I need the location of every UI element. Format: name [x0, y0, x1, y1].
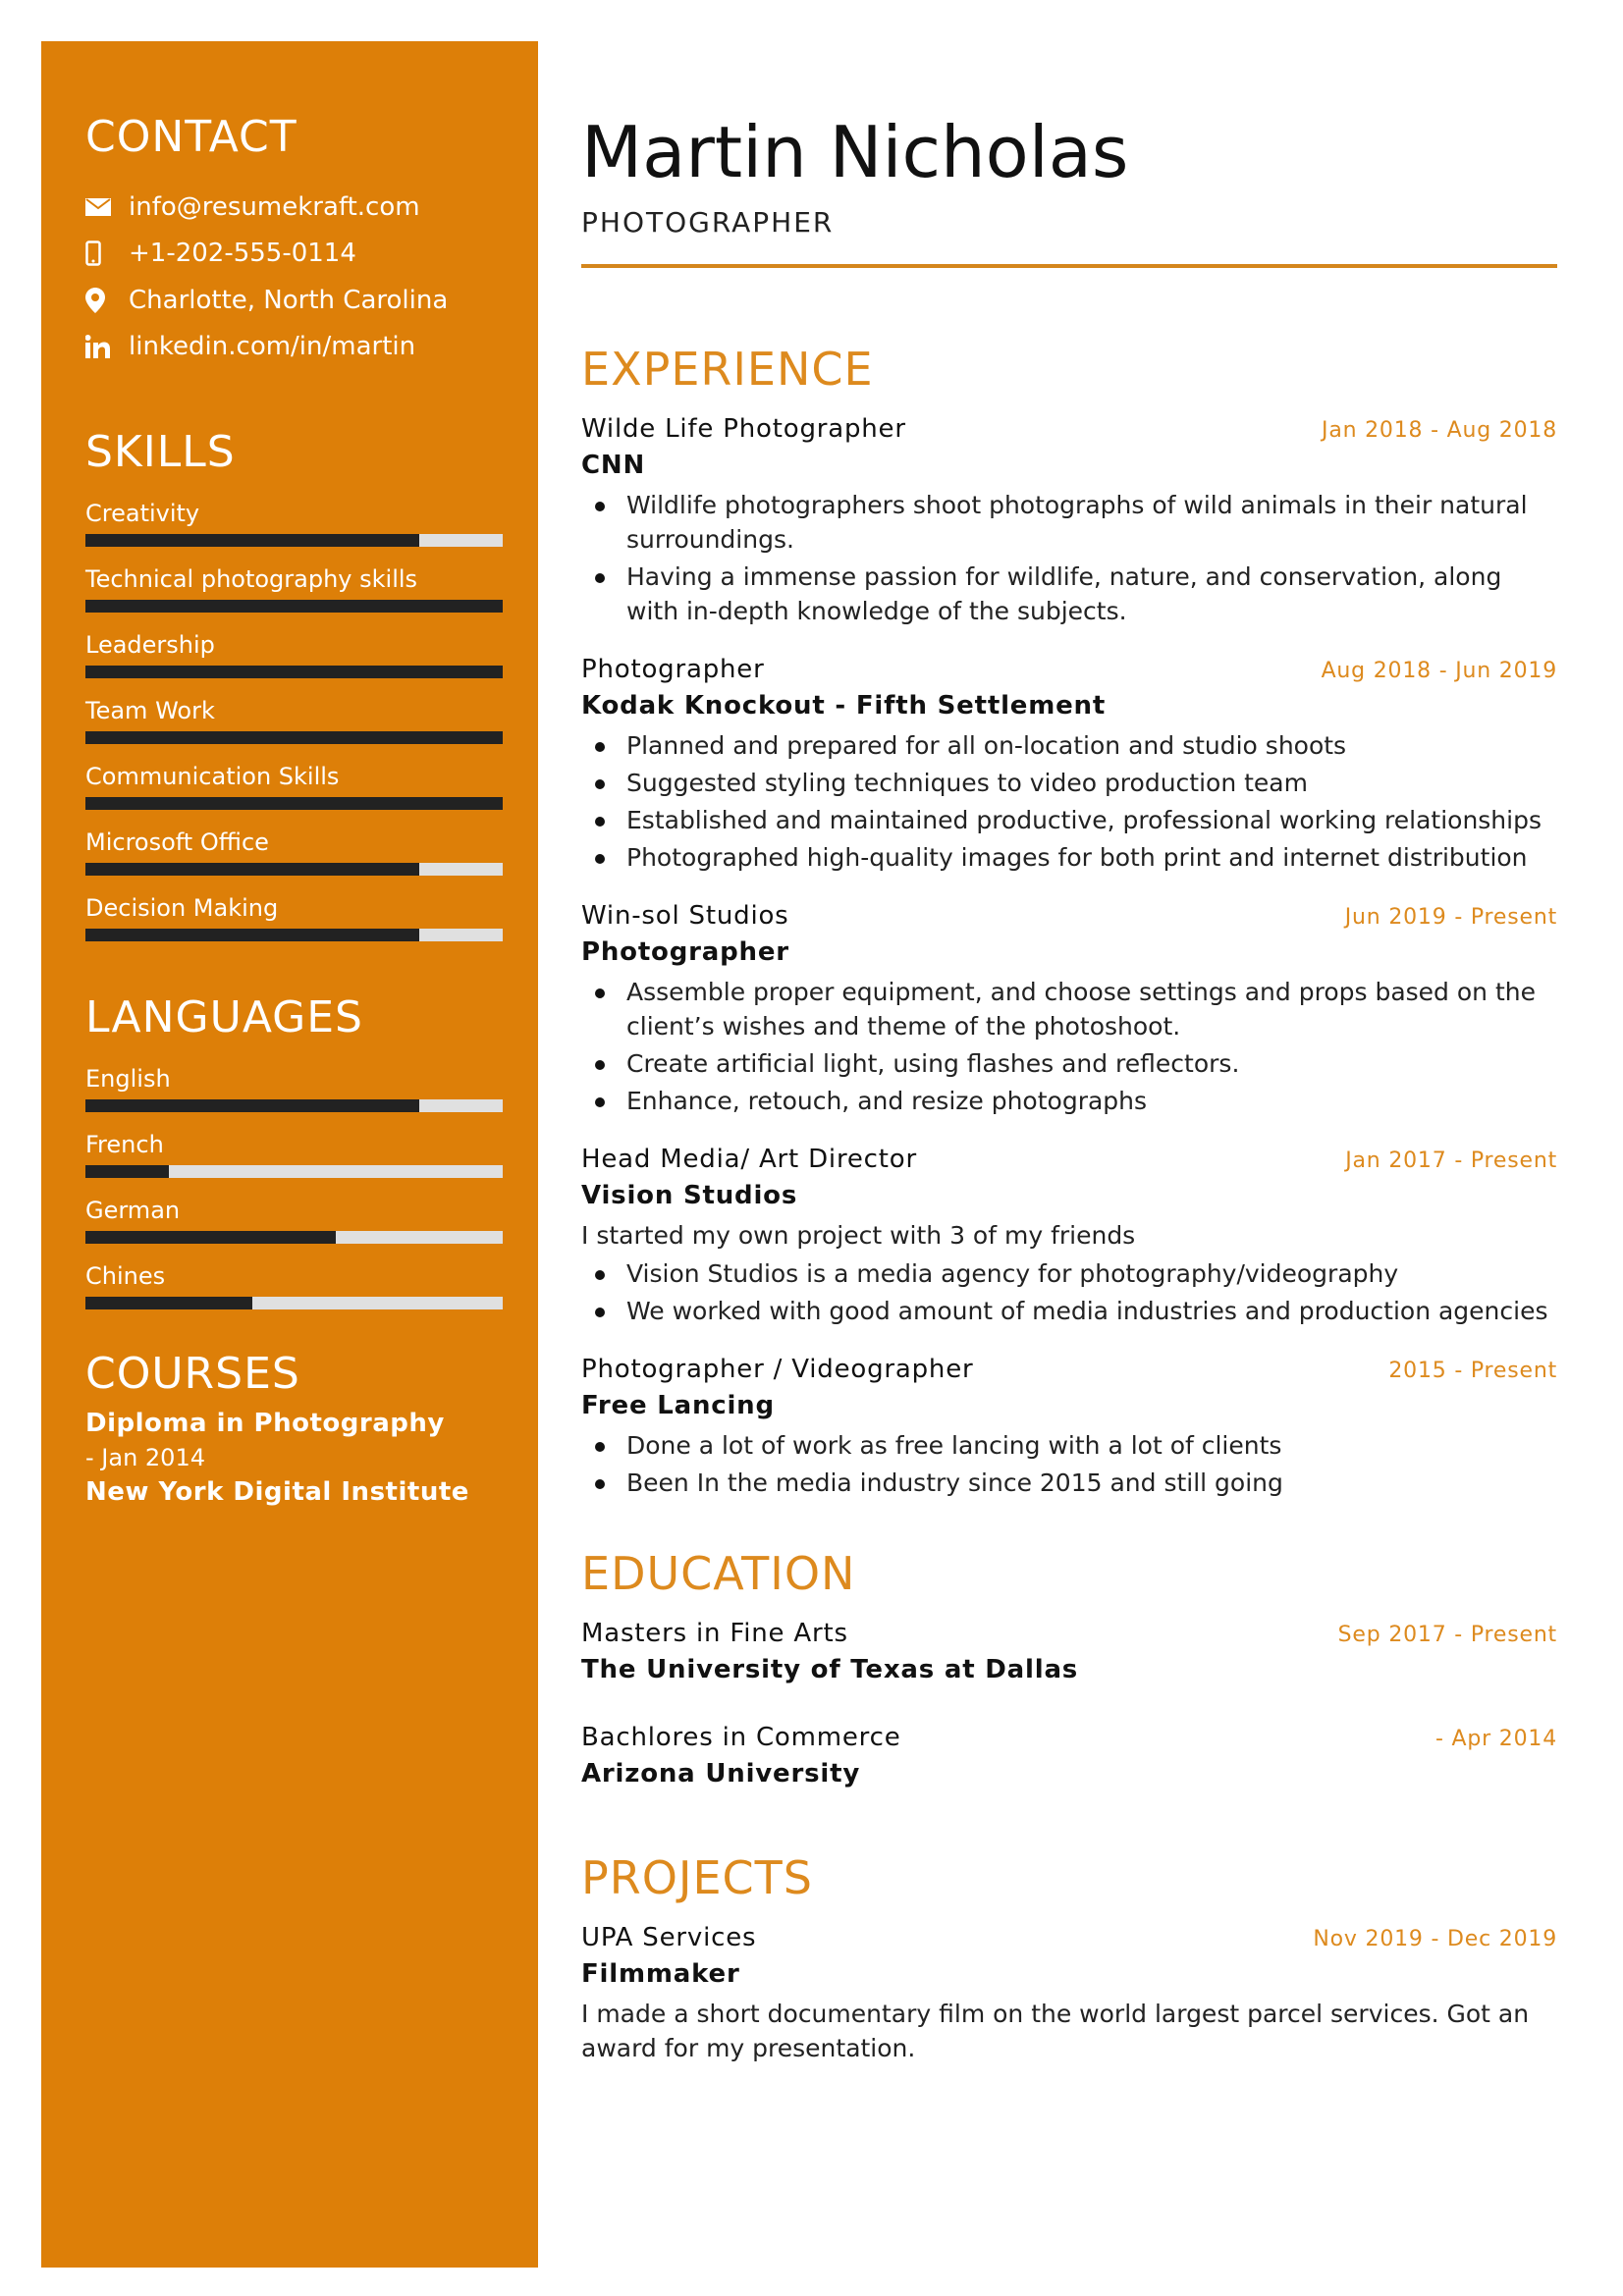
languages-label: French	[85, 1131, 164, 1158]
level-fill	[85, 863, 419, 876]
skills-label: Leadership	[85, 631, 215, 659]
project-role: Filmmaker	[581, 1959, 740, 1989]
education-date: - Apr 2014	[1435, 1727, 1557, 1751]
experience-entry	[581, 652, 1557, 875]
courses-heading: COURSES	[85, 1349, 300, 1399]
skills-label: Technical photography skills	[85, 565, 418, 593]
contact-item[interactable]	[85, 324, 503, 371]
level-fill	[85, 731, 503, 744]
languages-level-bar	[85, 1231, 503, 1244]
mail-icon	[85, 198, 129, 216]
languages-label: German	[85, 1197, 181, 1224]
job-description: I started my own project with 3 of my friends	[581, 1221, 1136, 1250]
contact-item[interactable]	[85, 184, 503, 231]
course-item	[85, 1407, 503, 1510]
skills-level-bar	[85, 731, 503, 744]
bullet-item: Photographed high-quality images for both print and internet distribution	[581, 840, 1557, 875]
job-title: Head Media/ Art Director	[581, 1145, 917, 1174]
location-pin-icon	[85, 288, 129, 313]
job-title: Photographer	[581, 655, 765, 684]
job-date: Jun 2019 - Present	[1344, 905, 1557, 930]
contact-list	[85, 184, 503, 370]
bullet-item: Been In the media industry since 2015 and still going	[581, 1466, 1557, 1500]
level-fill	[85, 1297, 252, 1309]
bullet-list	[581, 975, 1557, 1118]
contact-item[interactable]	[85, 231, 503, 278]
job-title: Wilde Life Photographer	[581, 414, 906, 444]
skills-level-bar	[85, 534, 503, 547]
education-entry	[581, 1720, 1557, 1792]
project-date: Nov 2019 - Dec 2019	[1313, 1927, 1557, 1951]
bullet-item: Assemble proper equipment, and choose settings and props based on the client’s wishes and theme of the photoshoot.	[581, 975, 1557, 1043]
company: Vision Studios	[581, 1181, 798, 1210]
education-heading: EDUCATION	[581, 1547, 856, 1600]
candidate-name: Martin Nicholas	[581, 111, 1129, 193]
school: Arizona University	[581, 1759, 861, 1789]
education-date: Sep 2017 - Present	[1337, 1623, 1557, 1647]
skills-label: Team Work	[85, 697, 215, 724]
bullet-list	[581, 1428, 1557, 1500]
bullet-item: Having a immense passion for wildlife, nature, and conservation, along with in-depth knowledge of the subjects.	[581, 560, 1557, 628]
experience-entry	[581, 1142, 1557, 1328]
education-list	[581, 1616, 1557, 1792]
skills-list	[85, 499, 503, 941]
experience-list	[581, 411, 1557, 1500]
languages-label: Chines	[85, 1262, 166, 1290]
contact-text: +1-202-555-0114	[129, 239, 356, 269]
education-entry	[581, 1616, 1557, 1688]
experience-entry	[581, 411, 1557, 628]
candidate-title: PHOTOGRAPHER	[581, 206, 835, 239]
company: Free Lancing	[581, 1391, 775, 1420]
skills-label: Communication Skills	[85, 763, 340, 790]
company: Photographer	[581, 937, 789, 967]
languages-level-bar	[85, 1099, 503, 1112]
bullet-item: Planned and prepared for all on-location and studio shoots	[581, 728, 1557, 763]
skills-level-bar	[85, 929, 503, 941]
phone-icon	[85, 240, 129, 266]
level-fill	[85, 929, 419, 941]
project-description: I made a short documentary film on the world largest parcel services. Got an award for my presentation.	[581, 2000, 1530, 2062]
contact-item[interactable]	[85, 277, 503, 324]
skills-level-bar	[85, 863, 503, 876]
linkedin-icon	[85, 335, 129, 358]
course-title: Diploma in Photography	[85, 1409, 445, 1438]
skills-level-bar	[85, 797, 503, 810]
level-fill	[85, 1165, 169, 1178]
company: Kodak Knockout - Fifth Settlement	[581, 691, 1107, 721]
degree: Bachlores in Commerce	[581, 1723, 901, 1752]
skills-label: Microsoft Office	[85, 828, 269, 856]
job-date: Jan 2017 - Present	[1345, 1148, 1557, 1173]
level-fill	[85, 666, 503, 678]
projects-list	[581, 1920, 1557, 2065]
experience-entry	[581, 898, 1557, 1118]
languages-level-bar	[85, 1165, 503, 1178]
projects-heading: PROJECTS	[581, 1851, 813, 1904]
job-title: Photographer / Videographer	[581, 1355, 974, 1384]
contact-text: Charlotte, North Carolina	[129, 285, 449, 315]
bullet-item: Wildlife photographers shoot photographs of wild animals in their natural surroundings.	[581, 488, 1557, 557]
skills-label: Creativity	[85, 500, 200, 527]
experience-entry	[581, 1352, 1557, 1500]
job-title: Win-sol Studios	[581, 901, 789, 931]
bullet-list	[581, 728, 1557, 875]
skills-level-bar	[85, 666, 503, 678]
bullet-list	[581, 488, 1557, 628]
company: CNN	[581, 451, 646, 480]
bullet-item: Suggested styling techniques to video production team	[581, 766, 1557, 800]
course-date: - Jan 2014	[85, 1444, 205, 1471]
contact-heading: CONTACT	[85, 112, 298, 162]
level-fill	[85, 600, 503, 613]
skills-label: Decision Making	[85, 894, 279, 922]
skills-level-bar	[85, 600, 503, 613]
languages-list	[85, 1064, 503, 1309]
languages-heading: LANGUAGES	[85, 992, 363, 1042]
project-title: UPA Services	[581, 1923, 757, 1952]
languages-level-bar	[85, 1297, 503, 1309]
level-fill	[85, 534, 419, 547]
main-content	[581, 108, 1557, 2089]
contact-text: linkedin.com/in/martin	[129, 332, 416, 362]
sidebar	[41, 41, 538, 2268]
contact-text: info@resumekraft.com	[129, 191, 420, 222]
level-fill	[85, 1099, 419, 1112]
degree: Masters in Fine Arts	[581, 1619, 848, 1648]
bullet-item: Done a lot of work as free lancing with a lot of clients	[581, 1428, 1557, 1463]
skills-heading: SKILLS	[85, 427, 236, 477]
bullet-item: Established and maintained productive, professional working relationships	[581, 803, 1557, 837]
job-date: 2015 - Present	[1388, 1359, 1557, 1383]
bullet-item: We worked with good amount of media industries and production agencies	[581, 1294, 1557, 1328]
bullet-item: Vision Studios is a media agency for photography/videography	[581, 1256, 1557, 1291]
level-fill	[85, 797, 503, 810]
header-divider	[581, 264, 1557, 268]
school: The University of Texas at Dallas	[581, 1655, 1079, 1684]
bullet-list	[581, 1256, 1557, 1328]
languages-label: English	[85, 1065, 171, 1093]
job-date: Aug 2018 - Jun 2019	[1321, 659, 1557, 683]
bullet-item: Create artificial light, using flashes and reflectors.	[581, 1046, 1557, 1081]
job-date: Jan 2018 - Aug 2018	[1322, 418, 1557, 443]
experience-heading: EXPERIENCE	[581, 343, 874, 396]
bullet-item: Enhance, retouch, and resize photographs	[581, 1084, 1557, 1118]
course-institute: New York Digital Institute	[85, 1477, 469, 1507]
level-fill	[85, 1231, 336, 1244]
project-entry	[581, 1920, 1557, 2065]
